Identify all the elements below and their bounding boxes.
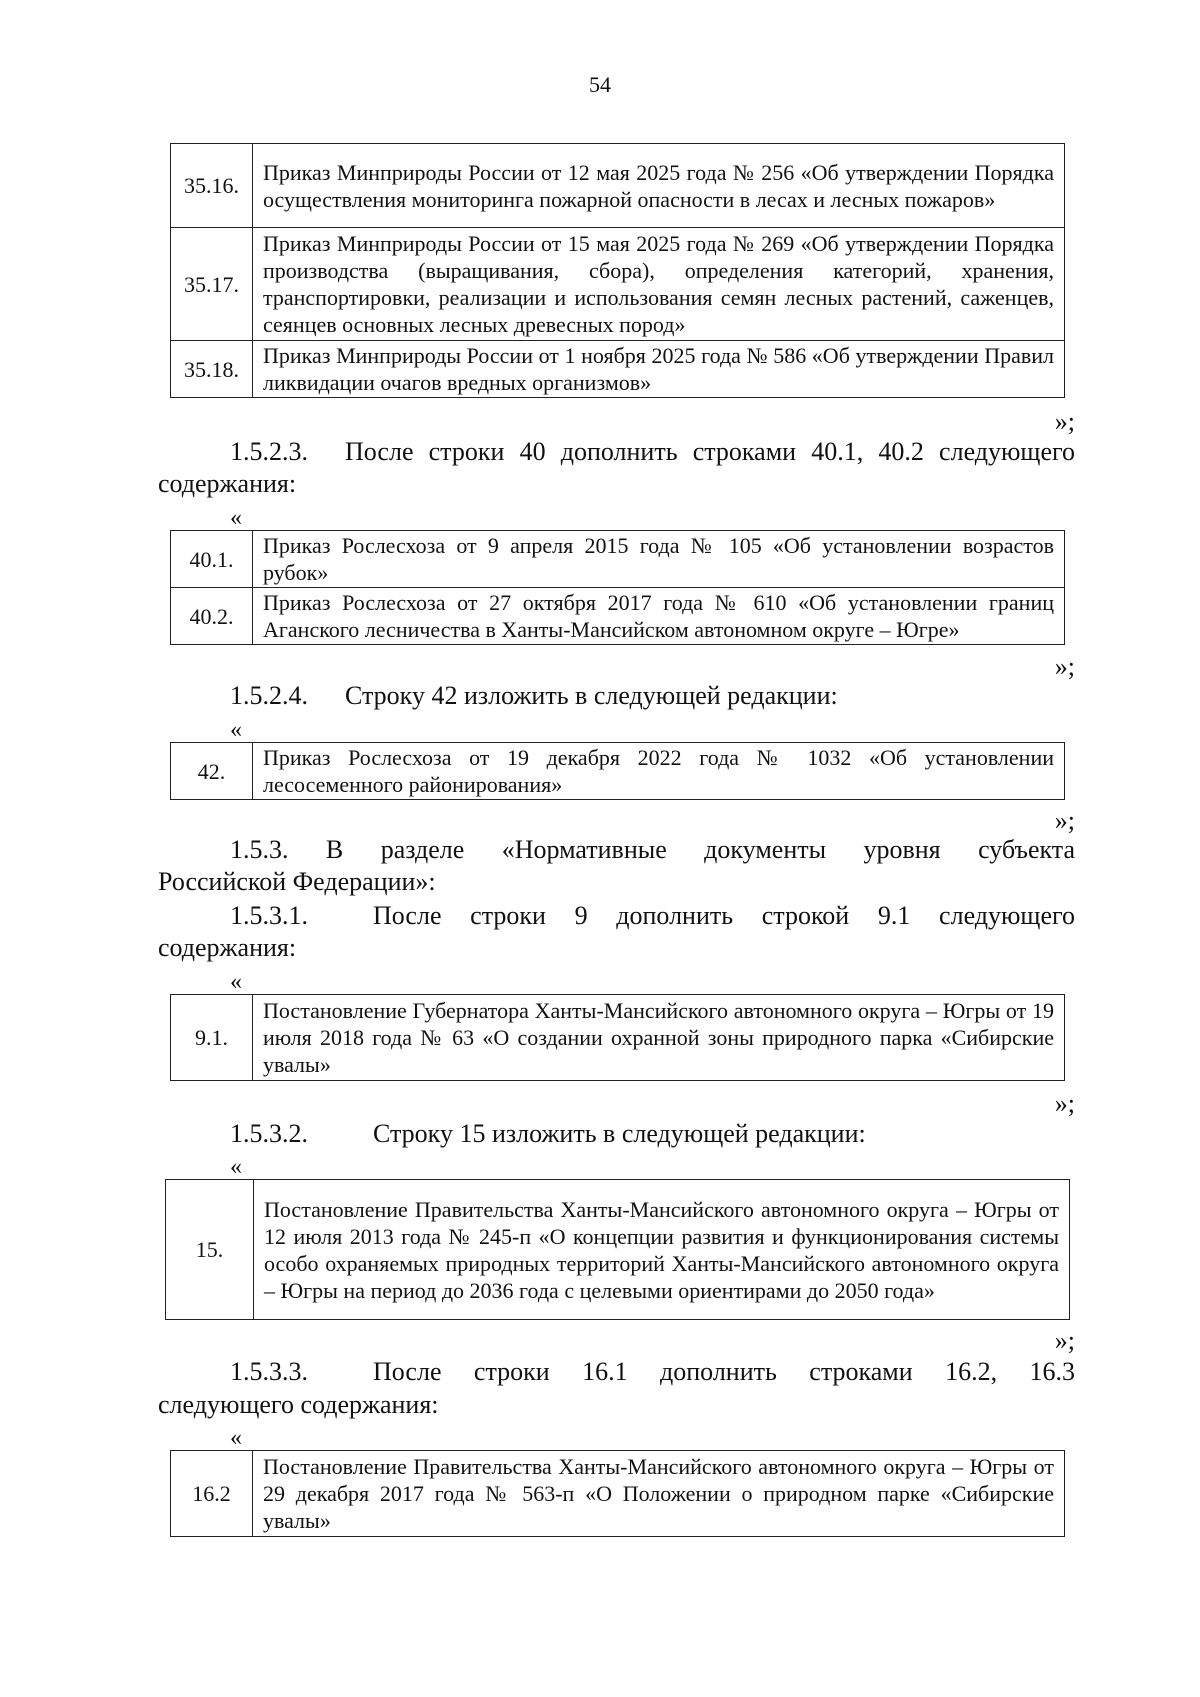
row-text: Приказ Рослесхоза от 9 апреля 2015 года № 105 «Об установлении возрастов рубок» (253, 531, 1065, 588)
closing-quote: »; (1054, 1326, 1075, 1355)
opening-quote: « (230, 1154, 242, 1180)
opening-quote: « (230, 505, 242, 531)
row-number: 40.1. (171, 531, 253, 588)
table-row (171, 588, 1065, 645)
table-row (171, 743, 1065, 800)
amendment-table-5 (165, 1179, 1070, 1320)
amendment-table-1 (170, 143, 1065, 398)
paragraph-text: 1.5.3. В разделе «Нормативные документы уровня субъекта (230, 835, 1075, 864)
row-number: 40.2. (171, 588, 253, 645)
row-text: Приказ Минприроды России от 12 мая 2025 года № 256 «Об утверждении Порядка осуществления мониторинга пожарной опасности в лесах и лесных пожаров» (253, 144, 1065, 228)
opening-quote: « (230, 1425, 242, 1451)
row-number: 9.1. (171, 995, 253, 1081)
closing-quote: »; (1054, 806, 1075, 835)
closing-quote: »; (1054, 1089, 1075, 1118)
row-text: Приказ Рослесхоза от 19 декабря 2022 года № 1032 «Об установлении лесосеменного районирования» (253, 743, 1065, 800)
paragraph-continuation: содержания: (158, 933, 297, 962)
table-row (171, 1451, 1065, 1537)
table-row (171, 228, 1065, 341)
amendment-table-6 (170, 1450, 1065, 1537)
paragraph-number: 1.5.3.1. (230, 901, 308, 930)
row-number: 42. (171, 743, 253, 800)
paragraph-number: 1.5.3.2. (230, 1119, 308, 1148)
paragraph-continuation: содержания: (158, 469, 297, 498)
paragraph-number: 1.5.2.4. (230, 681, 308, 710)
row-text: Постановление Правительства Ханты-Мансийского автономного округа – Югры от 12 июля 2013 года № 245-п «О концепции развития и функционирования системы особо охраняемых природных территорий Ханты-Мансийского автономного округа – Югры на период до 2036 года с целевыми ориентирами до 2050 года» (254, 1180, 1070, 1320)
opening-quote: « (230, 717, 242, 743)
row-text: Приказ Минприроды России от 1 ноября 2025 года № 586 «Об утверждении Правил ликвидации очагов вредных организмов» (253, 341, 1065, 398)
table-row (171, 341, 1065, 398)
row-number: 35.16. (171, 144, 253, 228)
row-number: 35.18. (171, 341, 253, 398)
paragraph-number: 1.5.2.3. (230, 437, 308, 466)
paragraph-text: После строки 9 дополнить строкой 9.1 следующего (373, 901, 1075, 930)
paragraph-text: Строку 42 изложить в следующей редакции: (345, 681, 838, 710)
row-text: Приказ Рослесхоза от 27 октября 2017 года № 610 «Об установлении границ Аганского лесничества в Ханты-Мансийском автономном округе – Югре» (253, 588, 1065, 645)
opening-quote: « (230, 969, 242, 995)
table-row (166, 1180, 1070, 1320)
row-number: 35.17. (171, 228, 253, 341)
amendment-table-4 (170, 994, 1065, 1081)
table-row (171, 995, 1065, 1081)
paragraph-text: После строки 40 дополнить строками 40.1, 40.2 следующего (345, 437, 1075, 466)
row-text: Приказ Минприроды России от 15 мая 2025 года № 269 «Об утверждении Порядка производства (выращивания, сбора), определения категорий, хранения, транспортировки, реализации и использования семян лесных растений, саженцев, сеянцев основных лесных древесных пород» (253, 228, 1065, 341)
amendment-table-2 (170, 530, 1065, 645)
paragraph-continuation: следующего содержания: (158, 1390, 439, 1419)
amendment-table-3 (170, 742, 1065, 800)
paragraph-continuation: Российской Федерации»: (158, 867, 436, 896)
row-text: Постановление Губернатора Ханты-Мансийского автономного округа – Югры от 19 июля 2018 года № 63 «О создании охранной зоны природного парка «Сибирские увалы» (253, 995, 1065, 1081)
row-text: Постановление Правительства Ханты-Мансийского автономного округа – Югры от 29 декабря 2017 года № 563-п «О Положении о природном парке «Сибирские увалы» (253, 1451, 1065, 1537)
paragraph-text: Строку 15 изложить в следующей редакции: (373, 1119, 866, 1148)
row-number: 16.2 (171, 1451, 253, 1537)
paragraph-number: 1.5.3.3. (230, 1357, 308, 1386)
closing-quote: »; (1054, 407, 1075, 436)
closing-quote: »; (1054, 652, 1075, 681)
row-number: 15. (166, 1180, 254, 1320)
table-row (171, 144, 1065, 228)
table-row (171, 531, 1065, 588)
paragraph-text: После строки 16.1 дополнить строками 16.2, 16.3 (373, 1357, 1075, 1386)
page-number: 54 (589, 72, 611, 97)
